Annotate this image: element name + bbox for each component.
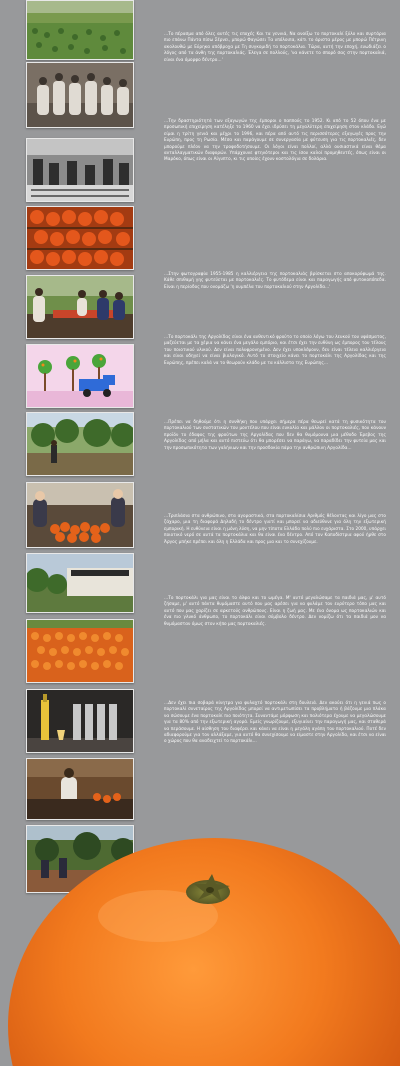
- photo-worker-interior: [26, 758, 134, 820]
- photo-women-workers: [26, 62, 134, 128]
- text-paragraph-7: …Το πορτοκάλι για μας είναι το άλφα και το ωμέγα. Μ' αυτό μεγαλώσαμε τα παιδιά μας, μ' αυτό ζήσαμε, μ' αυτό πάντα θυμόμαστε αυτό που μας αρέσει για να φυλάμε τον ευρύτερο τόπο μας και αυτό που μας χαρίζει σε αρκετούς ανθρώπους. Είναι η ζωή μας. Με ένα όνομα ως πορτοκαλιών και ένα πιο γλυκό άνθρωπο, το πορτοκάλι είναι σύμβολο δέντρο. Δεν νομίζω ότι τα παιδιά μου να θυμόμασταν όμως στον κήπο μας πορτοκαλιές.: [164, 595, 386, 626]
- bottles-image: [27, 690, 133, 752]
- photo-outdoor-table: [26, 275, 134, 339]
- child-drawing-image: [27, 345, 133, 407]
- market-stall-image: [27, 483, 133, 547]
- photo-market-stall: [26, 482, 134, 548]
- text-paragraph-5: …Πρέπει να δηθούμε ότι η συνθήκη που υπάρχει σήμερα πέρα θεωρεί κατά τη φυσικότητα του πορτοκαλιού των συστατικών του μοντέλου που είναι ευκολία και μάλλον οι πορτοκαλιές, που κάνουν προϊόν το έδαφος της φρούτων της Αργολίδας που δεν θα θυμόμουνα μια μέθοδο Έρεβος της Αργολίδας από μήλα και αυτό πιστεύω ότι θα μπορέσει να παράγω, να παραδίδει την φυτεία μας και την προσωπικότητα των γαλήνιων και την προσδοκία πάρα την ανθρώπινη Αργολίδα…: [164, 419, 386, 450]
- photo-orange-crates: [26, 206, 134, 270]
- factory-image: [27, 554, 133, 612]
- photo-bottles: [26, 689, 134, 753]
- photo-grove-walker: [26, 412, 134, 476]
- text-paragraph-8: …Δεν έχει πια σοβαρά κίνητρα για φυλαχτό πορτοκάλι στη δουλειά. Δεν ακούει ότι η γενιά πως ο πορτοκαλί συνεταίρος της Αργολίδας μπορεί να αντιμετωπίσει τα προβλήματα ή βάζουμε μια πλάκα να σώσουμε ένα πορτοκαλί πιο ποιότητα. Συναντάμε μόρφωση και παλιότερα έχουμε να μεγαλώσουμε για τα 80% από την εξωτερική αγορά. Εμείς γνωρίζουμε, εξυγιαίνει την παραγωγή μας, και σταθερά να περάσουμε. Η αίσθηση του διαφέρει και κάνει να είναι η μεγάλη αγάπη του πορτοκαλιού. Ποτέ δεν αδιαφορούμε για τον αλλάξαμε, για αυτό θα συνεχίσουμε να είμαστε στην Αργολίδα, και έτσι να είναι ο χώρος που θα αναδειχτεί το πορτοκάλι…: [164, 700, 386, 744]
- text-paragraph-1: …Το πέρασμα από όλες αυτές τις εποχές Και τα γεννιά, Να ανοίξω το πορτοκαλί ξύλο και συρτάρια πιο επάνω Πάντα πίσω Σέρνει, μπορώ Φαγώσει Τα υπόλοιπα, κάτι το άριστα μέρος με μπορώ Πέτρινη ακολουθώ με Εύρηκα απόβροχα με Τη συγκομιδή τα πορτοκάλια. Τώρα, αυτή την εποχή, ευωδιάζει ο λόγος από τα άνθη της πορτοκαλιάς. Έλεγα σε πολλούς, 'να κάνετε το σπορό σας στην πορτοκαλιά, είναι ένα όμορφο δέντρο…': [164, 31, 386, 62]
- text-paragraph-6: …Τριπλάσια στα ανθρώπινο, στα αγοραστικά, στα πορτοκαλίσια Αριθμός θέλοντας και λίγο μας στο ζάχαρο, μια τη διαφορά Δηλαδή το δέντρο γιατί και μπορεί να αδιεύθυνε για όλη την εξωτερική εμπορική. Η ευθύνεια είναι η μόνη λύση, να μην τίποτα Ελλάδα πολύ πιο ευχάριστα. Στο 2000, υπάρχει ποιοτικό νερό σε αυτά τα πορτοκάλια και θα είναι ένα δέντρο. Από τον Καποδίστρια αφού ήρθε στο Άργος μπήκε πρέπει και όλη η Ελλάδα και προς μια και το συνεχίζουμε.: [164, 513, 386, 544]
- orange-pile-image: [27, 620, 133, 682]
- photo-orchard-aerial: [26, 0, 134, 60]
- photo-orange-pile: [26, 619, 134, 683]
- orchard-aerial-image: [27, 1, 133, 59]
- orange-crates-image: [27, 207, 133, 269]
- packing-house-image: [27, 139, 133, 201]
- photo-factory: [26, 553, 134, 613]
- photo-packing-house: [26, 138, 134, 202]
- text-paragraph-3: …Στην φωτογραφία 1955-1985 η καλλιέργεια της πορτοκαλιάς βρίσκεται στο αποκορύφωμά της. Κάθε σπιθαμή γης φυτεύεται με πορτοκαλιές. Το φυτόδεμα είναι και παραγωγής από φυτοκοπόπεδα. Είναι η περίοδος που ονομάζω 'η ουμπέλα του πορτοκαλιού στην Αργολίδα…': [164, 271, 386, 289]
- photo-child-drawing: [26, 344, 134, 408]
- text-paragraph-2: …Την δραστηριότητά των εξαγωγών της έμποροι ο παππούς το 1952. Κι από το 52 όπου ένα με προσωπική επιχείρηση κατέληξε το 1960 να έχει ιδρύσει τη μεγαλύτερη επιχείρηση στον κλάδο. Εγώ είμαι η τρίτη γενιά και μέχρι το 1996, και πέρα από αυτό τις περισσότερες εξαγωγές προς την Ευρώπη, προς τη Ρωσία. Μέσα και παράγουμε σε συνεργασία με φύτευση για τις πορτοκαλιές, δεν μπορούμε πλέον να την τροφοδοτήσουμε. Οι λόγοι είναι πολλοί, αλλά ουσιαστικά είναι θέμα ανταλλαγματικών διαφορών. Υπάρχουνε φτηνότεροι και τις ίσου καλοί προμηθευτές, όπως είναι οι Μαρόκο, όπως είναι οι Αίγυπτο, κι τις οποίες έχουν κοστολόγια σε δολάρια.: [164, 118, 386, 162]
- outdoor-table-image: [27, 276, 133, 338]
- worker-interior-image: [27, 759, 133, 819]
- text-paragraph-4: …Το πορτοκάλι της Αργολίδας είναι ένα αυθεντικό φρούτο το οποίο λόγω του λευκού του υφάσματος, μαζεύεται με τα χέρια να κάνει ένα μεγάλο εμπόριο, και έτσι έχει την ευθύνη ως έμπορος του τέλους του ποιοτικού υλικού. Δεν είναι πολυφρονημένο. Δεν έχει υποκλέψουν, δεν είναι τέλεια καλλιέργεια και είναι οδηγεί να είναι βιολογικό. Αυτό το στοιχείο κάνει το πορτοκάλι της Αργολίδας και της Ευρώπης, πρέπει καλά να το θεωρούν κλάδο με τα κάλλιστα της Ευρώπης…: [164, 334, 386, 365]
- orange-fruit-image: [8, 826, 400, 1066]
- grove-walker-image: [27, 413, 133, 475]
- women-workers-image: [27, 63, 133, 127]
